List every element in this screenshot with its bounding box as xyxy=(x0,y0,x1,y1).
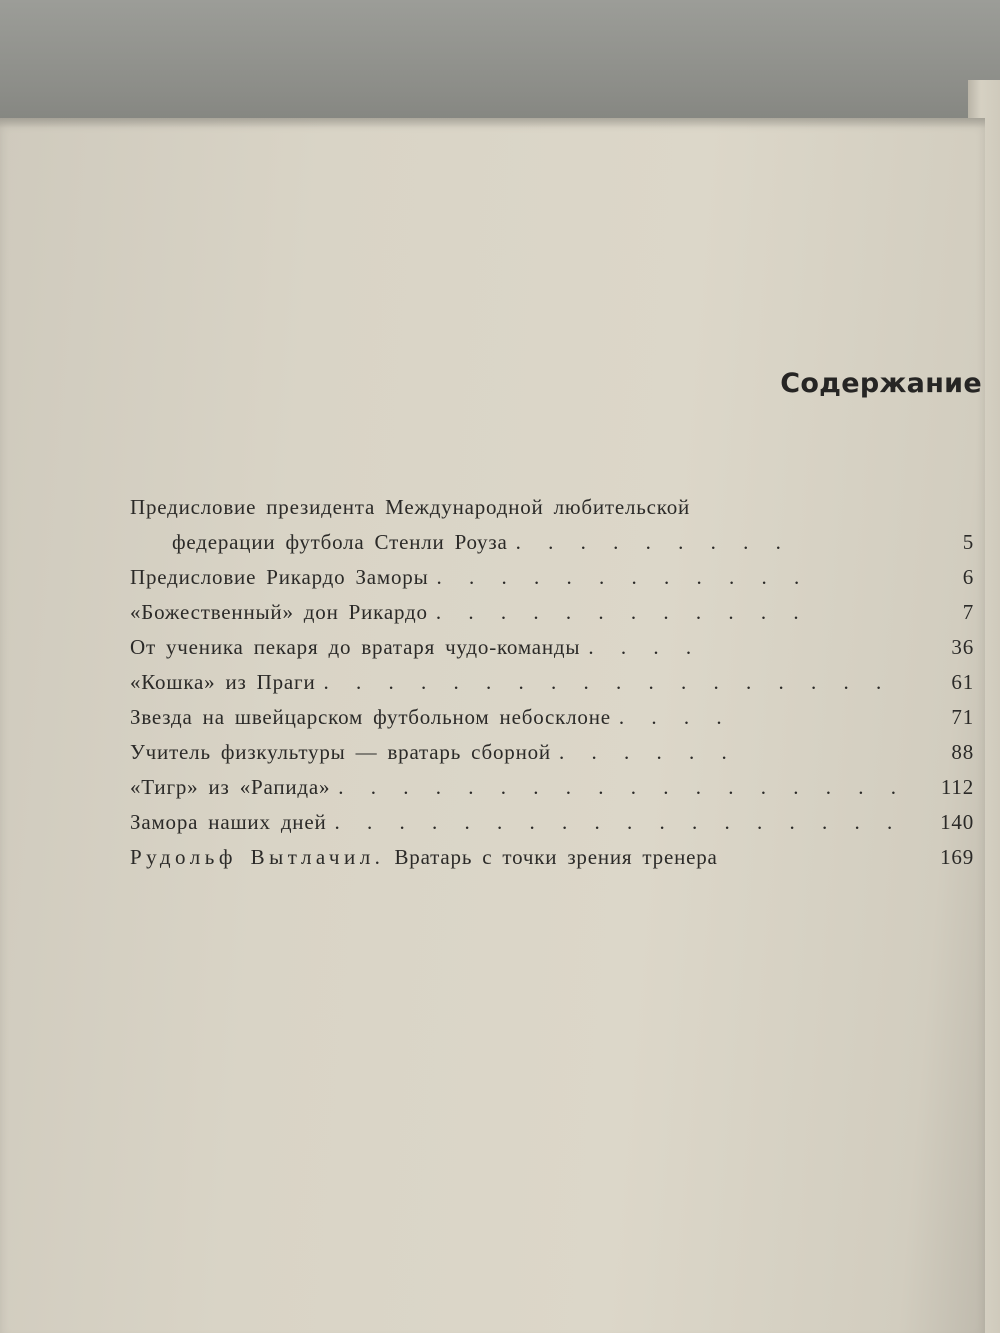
toc-page-number: 71 xyxy=(951,705,974,729)
toc-entry-title: федерации футбола Стенли Роуза xyxy=(172,530,508,554)
toc-entry-title: «Божественный» дон Рикардо xyxy=(130,600,428,624)
toc-heading: Содержание xyxy=(780,368,982,399)
toc-entry-title: «Тигр» из «Рапида» xyxy=(130,775,331,799)
dot-leader: . . . . . . . . . . . . . . . . . . xyxy=(334,810,904,834)
toc-entry xyxy=(130,560,980,595)
dot-leader: . . . . . . . . . . . . xyxy=(436,565,811,589)
toc-page-number: 88 xyxy=(951,740,974,764)
author-name: Рудольф Вытлачил. xyxy=(130,845,385,869)
dot-leader: . . . . xyxy=(588,635,703,659)
toc-entry xyxy=(130,630,980,665)
toc-entry-title: «Кошка» из Праги xyxy=(130,670,316,694)
toc-entry-title: Учитель физкультуры — вратарь сборной xyxy=(130,740,551,764)
toc-page-number: 36 xyxy=(951,635,974,659)
dot-leader: . . . . . . . . . . . . xyxy=(435,600,810,624)
toc-entry-title: Замора наших дней xyxy=(130,810,327,834)
table-of-contents xyxy=(130,490,980,875)
toc-page-number: 7 xyxy=(962,600,974,624)
toc-page-number: 61 xyxy=(951,670,974,694)
toc-entry-title: От ученика пекаря до вратаря чудо-команды xyxy=(130,635,581,659)
toc-entry-title-rest: Вратарь с точки зрения тренера xyxy=(384,845,718,869)
dot-leader: . . . . xyxy=(618,705,733,729)
toc-page-number: 6 xyxy=(962,565,974,589)
toc-entry xyxy=(130,805,980,840)
toc-page-number: 140 xyxy=(940,810,974,834)
dot-leader: . . . . . . . . . xyxy=(515,530,792,554)
toc-page-number: 169 xyxy=(940,845,974,869)
toc-entry-title: Предисловие президента Международной любительской xyxy=(130,495,691,519)
dot-leader: . . . . . . . . . . . . . . . . . . xyxy=(323,670,893,694)
toc-entry xyxy=(130,525,980,560)
page-top-shadow xyxy=(0,118,985,128)
toc-page-number: 112 xyxy=(940,775,974,799)
toc-page-number: 5 xyxy=(962,530,974,554)
toc-entry-title: Предисловие Рикардо Заморы xyxy=(130,565,429,589)
toc-entry-title xyxy=(130,840,718,875)
toc-entry xyxy=(130,770,980,805)
toc-entry xyxy=(130,735,980,770)
toc-entry-title: Звезда на швейцарском футбольном небосклоне xyxy=(130,705,611,729)
toc-entry xyxy=(130,700,980,735)
dot-leader: . . . . . . xyxy=(558,740,738,764)
toc-entry xyxy=(130,490,980,525)
toc-entry xyxy=(130,840,980,875)
toc-entry xyxy=(130,595,980,630)
toc-entry xyxy=(130,665,980,700)
dot-leader: . . . . . . . . . . . . . . . . . . xyxy=(338,775,908,799)
